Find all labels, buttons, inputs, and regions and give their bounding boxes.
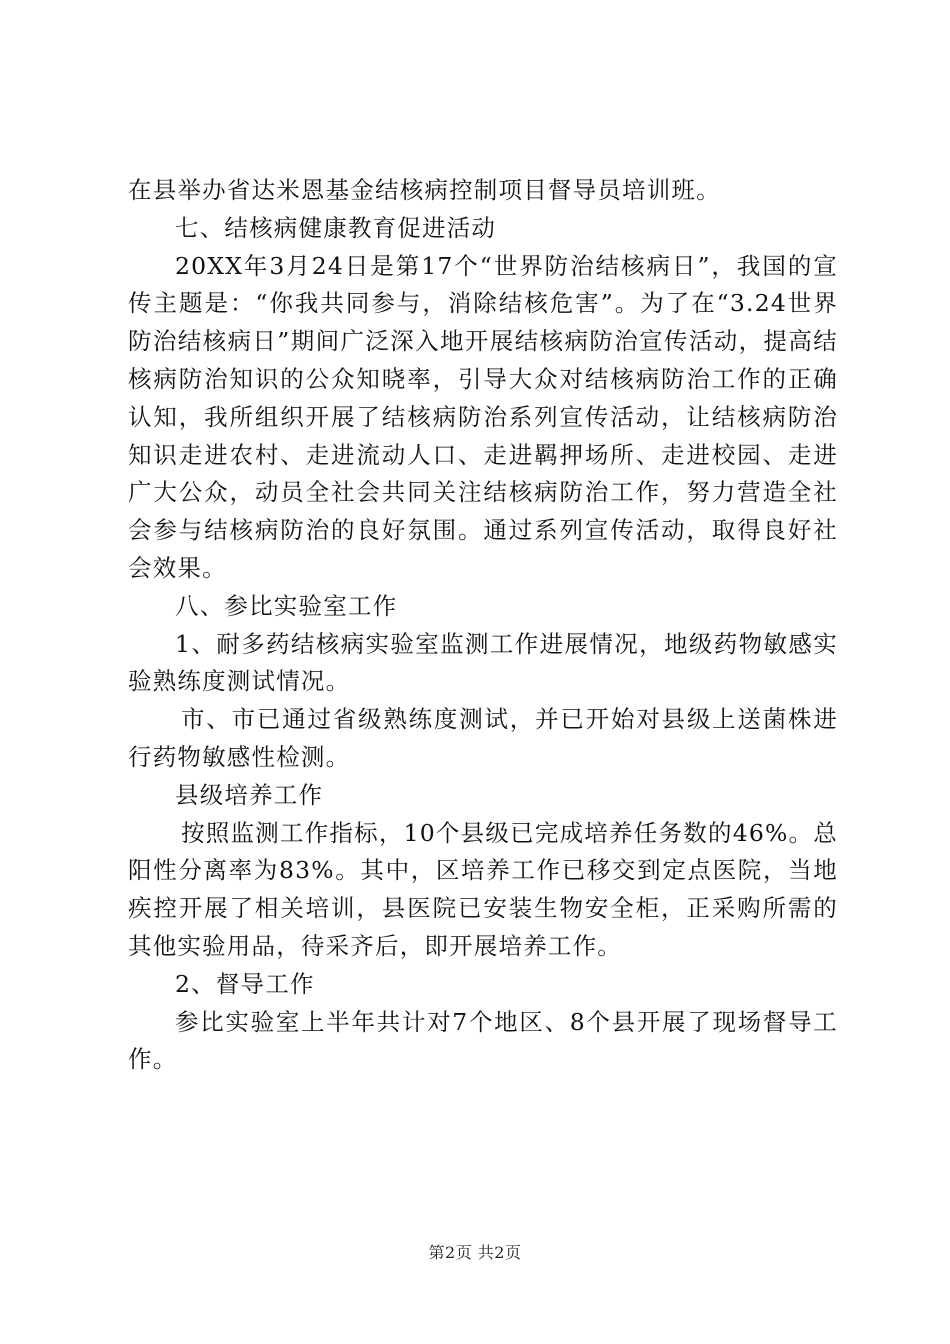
- document-body: [128, 172, 838, 1079]
- heading-county-culture: 县级培养工作: [175, 780, 324, 809]
- heading-supervision: 2、督导工作: [175, 969, 315, 998]
- heading-health-education: 七、结核病健康教育促进活动: [175, 213, 497, 242]
- paragraph-tb-day-campaign: 20XX年3月24日是第17个“世界防治结核病日”，我国的宣传主题是：“你我共同参与，消除结核危害”。为了在“3.24世界防治结核病日”期间广泛深入地开展结核病防治宣传活动，提高结核病防治知识的公众知晓率，引导大众对结核病防治工作的正确认知，我所组织开展了结核病防治系列宣传活动，让结核病防治知识走进农村、走进流动人口、走进羁押场所、走进校园、走进广大公众，动员全社会共同关注结核病防治工作，努力营造全社会参与结核病防治的良好氛围。通过系列宣传活动，取得良好社会效果。: [128, 251, 838, 582]
- heading-reference-lab: 八、参比实验室工作: [175, 591, 398, 620]
- page-number-footer: 第2页 共2页: [428, 1243, 522, 1262]
- paragraph-proficiency-test: 市、市已通过省级熟练度测试，并已开始对县级上送菌株进行药物敏感性检测。: [128, 705, 838, 771]
- paragraph-supervision-work: 参比实验室上半年共计对7个地区、8个县开展了现场督导工作。: [128, 1007, 838, 1074]
- paragraph-culture-progress: 按照监测工作指标，10个县级已完成培养任务数的46%。总阳性分离率为83%。其中，区培养工作已移交到定点医院，当地疾控开展了相关培训，县医院已安装生物安全柜，正采购所需的其他实验用品，待采齐后，即开展培养工作。: [128, 818, 838, 960]
- paragraph-mdr-monitoring: 1、耐多药结核病实验室监测工作进展情况，地级药物敏感实验熟练度测试情况。: [128, 629, 838, 696]
- paragraph-training-class: 在县举办省达米恩基金结核病控制项目督导员培训班。: [128, 176, 721, 204]
